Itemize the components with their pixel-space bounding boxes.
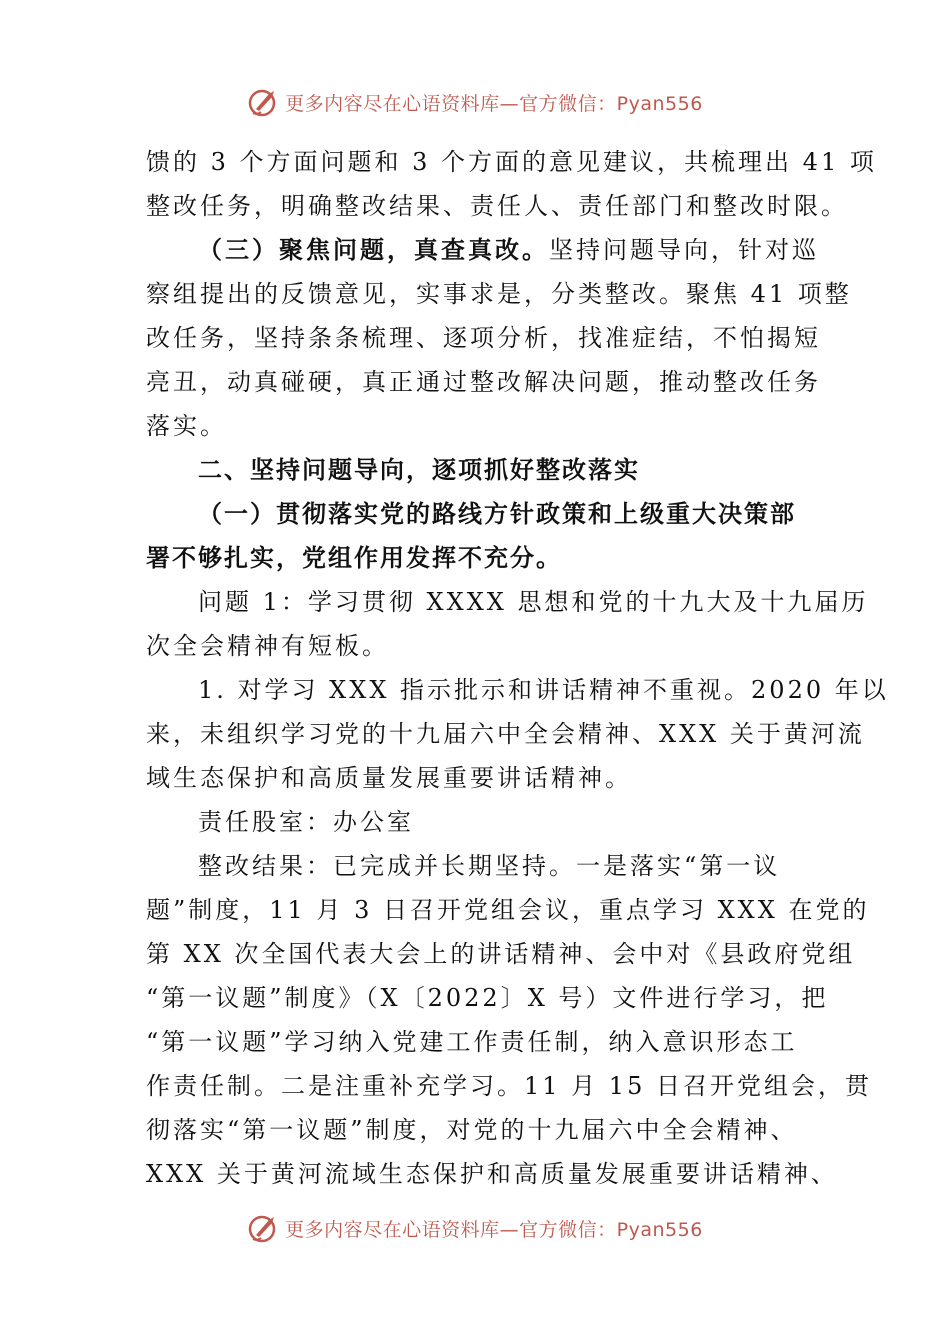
- body-line: 来，未组织学习党的十九届六中全会精神、XXX 关于黄河流: [146, 720, 865, 748]
- responsible-office: 责任股室：办公室: [198, 808, 414, 836]
- rectification-result: 整改结果：已完成并长期坚持。一是落实“第一议: [198, 852, 781, 880]
- body-line: 彻落实“第一议题”制度，对党的十九届六中全会精神、: [146, 1116, 798, 1144]
- problem-title: 问题 1：学习贯彻 XXXX 思想和党的十九大及十九届历: [198, 588, 869, 616]
- subsection-heading-cont: 署不够扎实，党组作用发挥不充分。: [146, 543, 562, 572]
- body-line: “第一议题”学习纳入党建工作责任制，纳入意识形态工: [146, 1028, 798, 1056]
- body-line: 落实。: [146, 412, 227, 440]
- body-line: 改任务，坚持条条梳理、逐项分析，找准症结，不怕揭短: [146, 324, 821, 352]
- problem-item: 1. 对学习 XXX 指示批示和讲话精神不重视。2020 年以: [198, 676, 889, 704]
- watermark-footer: [0, 1208, 950, 1248]
- body-line: 整改任务，明确整改结果、责任人、责任部门和整改时限。: [146, 192, 848, 220]
- body-line: 作责任制。二是注重补充学习。11 月 15 日召开党组会，贯: [146, 1072, 872, 1100]
- body-line: XXX 关于黄河流域生态保护和高质量发展重要讲话精神、: [146, 1160, 838, 1188]
- document-body: [146, 140, 889, 1196]
- section-heading-3: （三）聚焦问题，真查真改。: [198, 235, 549, 264]
- pen-logo-icon: [247, 85, 281, 119]
- body-line: 域生态保护和高质量发展重要讲话精神。: [146, 764, 632, 792]
- section-paragraph: [146, 228, 819, 272]
- body-line: 察组提出的反馈意见，实事求是，分类整改。聚焦 41 项整: [146, 280, 852, 308]
- pen-logo-icon: [247, 1211, 281, 1245]
- body-line: 第 XX 次全国代表大会上的讲话精神、会中对《县政府党组: [146, 940, 856, 968]
- watermark-text: 更多内容尽在心语资料库—官方微信：Pyan556: [285, 1218, 703, 1241]
- body-line: 馈的 3 个方面问题和 3 个方面的意见建议，共梳理出 41 项: [146, 148, 877, 176]
- chapter-heading: 二、坚持问题导向，逐项抓好整改落实: [198, 455, 640, 484]
- body-line: 题”制度，11 月 3 日召开党组会议，重点学习 XXX 在党的: [146, 896, 870, 924]
- watermark-header: [0, 82, 950, 122]
- watermark-text: 更多内容尽在心语资料库—官方微信：Pyan556: [285, 92, 703, 115]
- body-line: 次全会精神有短板。: [146, 632, 389, 660]
- body-line: “第一议题”制度》（X〔2022〕X 号）文件进行学习，把: [146, 984, 829, 1012]
- subsection-heading: （一）贯彻落实党的路线方针政策和上级重大决策部: [198, 499, 796, 528]
- body-text: 坚持问题导向，针对巡: [549, 236, 819, 264]
- body-line: 亮丑，动真碰硬，真正通过整改解决问题，推动整改任务: [146, 368, 821, 396]
